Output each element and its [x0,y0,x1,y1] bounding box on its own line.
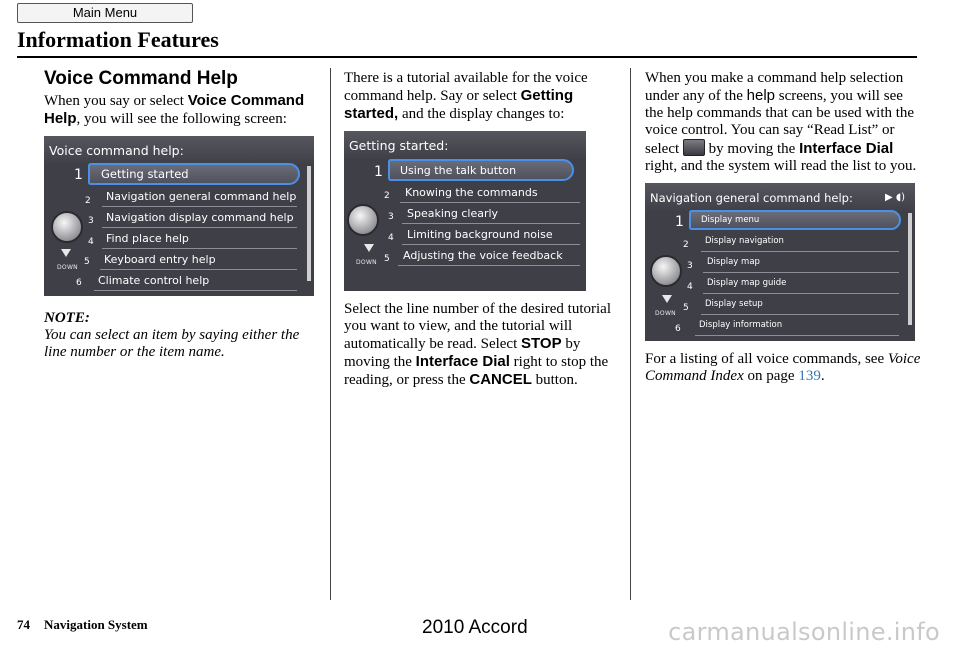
watermark: carmanualsonline.info [668,618,940,646]
intro-text-end: , you will see the following screen: [76,111,287,127]
menu-item-label: Display map [707,256,760,267]
menu-item-label: Limiting background noise [407,227,553,241]
row-number: 1 [374,164,383,180]
screen-title: Voice command help: [44,136,314,166]
keyword-interface-dial: Interface Dial [799,140,894,157]
page-number: 74 [17,617,30,632]
row-number: 5 [84,257,90,267]
title-rule [17,56,917,58]
page-link[interactable]: 139 [798,368,821,384]
column-voice-command-help [44,68,320,361]
menu-item-label: Display information [699,319,783,330]
menu-item-label: Navigation display command help [106,210,294,224]
menu-item-label: Getting started [101,166,189,181]
menu-item-label: Find place help [106,231,189,245]
intro-keyword: Voice Command Help [44,92,305,127]
paragraph-text: For a listing of all voice commands, see [645,351,888,367]
paragraph-text: on page [743,368,799,384]
tutorial-item-talk-button[interactable] [388,159,574,181]
column-getting-started [344,70,620,389]
dial-knob-icon [650,255,682,287]
menu-item-find-place[interactable] [102,228,297,249]
tutorial-item-voice-feedback[interactable] [398,245,580,266]
voice-command-index-ref: Voice Command Index [645,351,921,384]
scrollbar[interactable] [908,213,912,325]
play-speaker-icon[interactable]: ▶ ◖) [884,192,905,203]
screen-title-text: Navigation general command help: [650,191,853,205]
row-number: 4 [88,237,94,247]
down-arrow-icon [662,295,672,303]
command-item-display-information[interactable] [695,315,899,336]
paragraph-text: There is a tutorial available for the voice command help. Say or select [344,70,588,104]
down-arrow-icon [364,244,374,252]
keyword-cancel: CANCEL [469,371,532,388]
screen-title [645,183,915,213]
section-heading: Voice Command Help [44,68,238,89]
command-item-display-map[interactable] [703,252,899,273]
row-number: 6 [675,324,681,334]
row-number: 1 [675,214,684,230]
menu-item-label: Keyboard entry help [104,252,216,266]
note-label: NOTE: [44,310,90,326]
row-number: 6 [76,278,82,288]
command-item-display-setup[interactable] [701,294,899,315]
column-divider [330,68,331,600]
row-number: 3 [88,216,94,226]
note-text: You can select an item by saying either the line number or the item name. [44,327,300,360]
keyword-help: help [746,87,775,104]
paragraph-text: screens, you will see the help commands that can be used with the voice control. You can say “Read List” or select [645,88,915,157]
menu-item-climate-control[interactable] [94,270,297,291]
intro-paragraph [44,92,320,128]
menu-item-label: Display map guide [707,277,787,288]
intro-text: When you say or select [44,93,188,109]
note [44,310,320,361]
paragraph-text: Select the line number of the desired tutorial you want to view, and the tutorial will automatically be read. Select [344,301,611,352]
down-label: DOWN [57,264,78,271]
tutorial-item-background-noise[interactable] [402,224,580,245]
row-number: 3 [687,261,693,271]
tutorial-item-speaking-clearly[interactable] [402,203,580,224]
voice-command-help-screen [44,136,314,296]
tutorial-item-knowing-commands[interactable] [400,182,580,203]
row-number: 4 [388,233,394,243]
select-paragraph [344,301,620,389]
getting-started-screen [344,131,586,291]
paragraph-text: . [820,368,825,384]
read-list-speaker-icon[interactable] [683,139,705,156]
footer-model: 2010 Accord [422,617,528,638]
command-item-display-navigation[interactable] [701,231,899,252]
down-label: DOWN [356,259,377,266]
menu-item-label: Adjusting the voice feedback [403,248,563,262]
dial-knob-icon [51,211,83,243]
paragraph-text: right to stop the reading, or press the [344,354,609,388]
row-number: 5 [683,303,689,313]
row-number: 2 [683,240,689,250]
nav-general-command-help-screen [645,183,915,341]
footer-section: Navigation System [44,617,148,632]
command-item-display-menu[interactable] [689,210,901,230]
menu-item-label: Display setup [705,298,763,309]
down-label: DOWN [655,310,676,317]
row-number: 2 [384,191,390,201]
menu-item-label: Using the talk button [400,163,517,177]
column-command-help [645,70,921,385]
keyword-interface-dial: Interface Dial [415,353,510,370]
row-number: 5 [384,254,390,264]
command-help-paragraph [645,70,921,175]
menu-item-keyboard-entry[interactable] [100,249,297,270]
row-number: 1 [74,167,83,183]
menu-item-label: Knowing the commands [405,185,538,199]
menu-item-nav-display[interactable] [102,207,297,228]
paragraph-text: right, and the system will read the list to you. [645,158,917,174]
menu-item-label: Speaking clearly [407,206,499,220]
down-arrow-icon [61,249,71,257]
menu-item-label: Display menu [701,214,760,225]
index-reference-paragraph [645,351,921,385]
menu-item-getting-started[interactable] [88,163,300,185]
paragraph-text: and the display changes to: [398,106,565,122]
command-item-display-map-guide[interactable] [703,273,899,294]
main-menu-button[interactable]: Main Menu [17,3,193,23]
tutorial-paragraph [344,70,620,123]
paragraph-text: button. [531,372,578,388]
keyword-stop: STOP [521,335,562,352]
column-divider [630,68,631,600]
row-number: 2 [85,196,91,206]
row-number: 4 [687,282,693,292]
screen-title: Getting started: [344,131,586,161]
dial-knob-icon [347,204,379,236]
paragraph-text: by moving the [344,336,581,370]
paragraph-text: When you make a command help selection under any of the [645,70,904,104]
keyword: Getting started, [344,87,574,122]
menu-item-nav-general[interactable] [102,186,297,207]
paragraph-text: by moving the [704,141,800,157]
page-title: Information Features [17,27,219,52]
menu-item-label: Climate control help [98,273,210,287]
menu-item-label: Display navigation [705,235,784,246]
row-number: 3 [388,212,394,222]
footer [17,617,148,633]
scrollbar[interactable] [307,166,311,281]
menu-item-label: Navigation general command help [106,189,297,203]
